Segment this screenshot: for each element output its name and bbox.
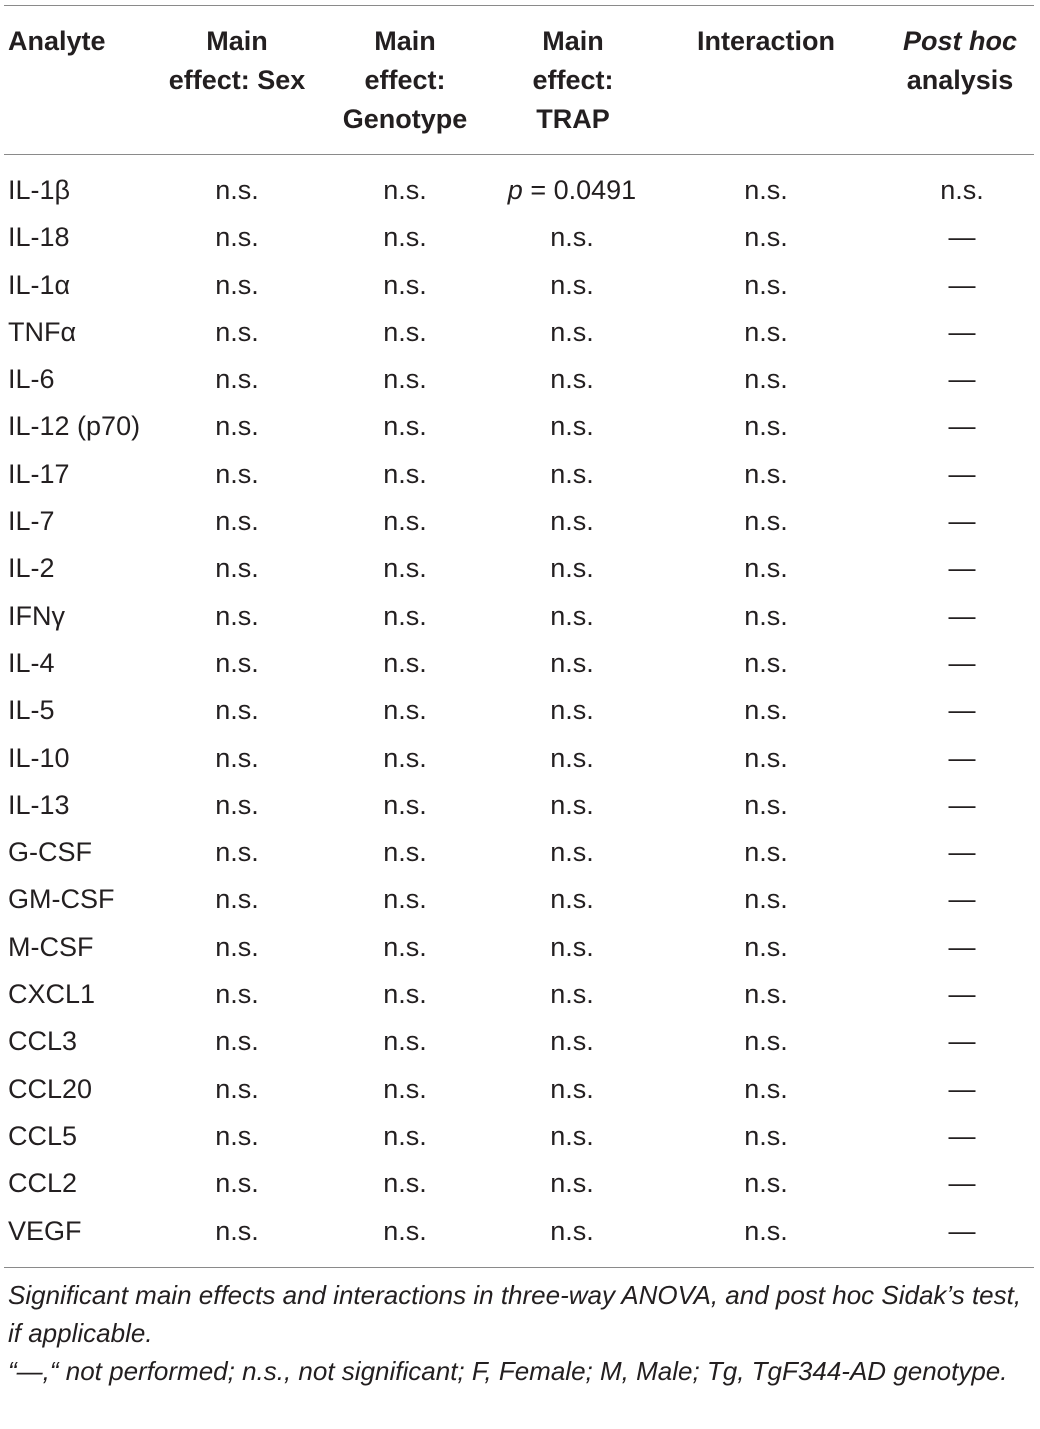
cell-post-hoc: — bbox=[948, 931, 976, 962]
cell-interaction: n.s. bbox=[744, 979, 788, 1010]
cell-analyte: CCL20 bbox=[8, 1073, 93, 1104]
cell-post-hoc: — bbox=[948, 695, 976, 726]
cell-post-hoc: — bbox=[948, 411, 976, 442]
table-row bbox=[0, 687, 1040, 734]
table-row bbox=[0, 829, 1040, 876]
cell-main-effect-trap: n.s. bbox=[550, 837, 594, 868]
cell-analyte: IL-4 bbox=[8, 647, 55, 678]
cell-main-effect-sex: n.s. bbox=[215, 316, 259, 347]
cell-interaction: n.s. bbox=[744, 600, 788, 631]
cell-main-effect-sex: n.s. bbox=[215, 884, 259, 915]
table-row bbox=[0, 593, 1040, 640]
cell-main-effect-trap: n.s. bbox=[550, 458, 594, 489]
cell-main-effect-sex: n.s. bbox=[215, 647, 259, 678]
cell-main-effect-genotype: n.s. bbox=[383, 1215, 427, 1246]
cell-main-effect-trap: n.s. bbox=[550, 316, 594, 347]
cell-interaction: n.s. bbox=[744, 884, 788, 915]
cell-analyte: IL-1β bbox=[8, 175, 71, 205]
table-row bbox=[0, 309, 1040, 356]
cell-post-hoc: — bbox=[948, 269, 976, 300]
cell-post-hoc: — bbox=[948, 789, 976, 820]
cell-main-effect-sex: n.s. bbox=[215, 364, 259, 395]
header-post-hoc-analysis bbox=[903, 22, 1017, 100]
header-line: effect: bbox=[364, 65, 446, 95]
cell-interaction: n.s. bbox=[744, 931, 788, 962]
cell-main-effect-trap: n.s. bbox=[550, 411, 594, 442]
cell-analyte: GM-CSF bbox=[8, 884, 115, 915]
header-line: Interaction bbox=[696, 26, 836, 56]
cell-interaction: n.s. bbox=[744, 789, 788, 820]
cell-post-hoc: — bbox=[948, 316, 976, 347]
cell-post-hoc: — bbox=[948, 1215, 976, 1246]
cell-main-effect-trap: n.s. bbox=[550, 553, 594, 584]
cell-main-effect-sex: n.s. bbox=[215, 1215, 259, 1246]
cell-main-effect-genotype: n.s. bbox=[383, 364, 427, 395]
table-row bbox=[0, 262, 1040, 309]
cell-analyte: CXCL1 bbox=[8, 979, 96, 1010]
cell-main-effect-sex: n.s. bbox=[215, 553, 259, 584]
cell-main-effect-trap: n.s. bbox=[550, 1168, 594, 1199]
header-line: TRAP bbox=[536, 104, 610, 134]
cell-main-effect-trap: n.s. bbox=[550, 1073, 594, 1104]
cell-interaction: n.s. bbox=[744, 458, 788, 489]
cell-main-effect-genotype: n.s. bbox=[383, 695, 427, 726]
table-row bbox=[0, 1018, 1040, 1065]
header-line: Main bbox=[374, 26, 436, 56]
cell-main-effect-genotype: n.s. bbox=[383, 647, 427, 678]
cell-main-effect-sex: n.s. bbox=[215, 1168, 259, 1199]
footnote-significance: Significant main effects and interactions in three-way ANOVA, and post hoc Sidak’s test, if applicable. bbox=[8, 1280, 1022, 1348]
cell-main-effect-trap: n.s. bbox=[550, 506, 594, 537]
cell-main-effect-genotype: n.s. bbox=[383, 884, 427, 915]
cell-main-effect-genotype: n.s. bbox=[383, 222, 427, 253]
cell-post-hoc: — bbox=[948, 979, 976, 1010]
cell-main-effect-trap: n.s. bbox=[550, 979, 594, 1010]
cell-post-hoc: — bbox=[948, 1026, 976, 1057]
cell-main-effect-genotype: n.s. bbox=[383, 175, 427, 205]
cell-interaction: n.s. bbox=[744, 506, 788, 537]
cell-main-effect-genotype: n.s. bbox=[383, 979, 427, 1010]
cell-main-effect-sex: n.s. bbox=[215, 789, 259, 820]
cell-main-effect-sex: n.s. bbox=[215, 979, 259, 1010]
header-line: Main bbox=[542, 26, 604, 56]
cell-post-hoc: — bbox=[948, 553, 976, 584]
cell-analyte: IL-18 bbox=[8, 222, 70, 253]
cell-main-effect-trap: n.s. bbox=[550, 647, 594, 678]
header-main-effect-genotype bbox=[343, 22, 468, 139]
cell-analyte: IFNγ bbox=[8, 600, 65, 631]
cell-main-effect-trap: n.s. bbox=[550, 931, 594, 962]
cell-main-effect-genotype: n.s. bbox=[383, 553, 427, 584]
cell-interaction: n.s. bbox=[744, 1168, 788, 1199]
header-interaction bbox=[697, 22, 835, 61]
cell-analyte: VEGF bbox=[8, 1215, 82, 1246]
cell-main-effect-genotype: n.s. bbox=[383, 458, 427, 489]
cell-post-hoc: — bbox=[948, 742, 976, 773]
cell-main-effect-trap: n.s. bbox=[550, 600, 594, 631]
cell-post-hoc: — bbox=[948, 1073, 976, 1104]
header-line bbox=[903, 22, 1017, 61]
cell-main-effect-sex: n.s. bbox=[215, 742, 259, 773]
cell-interaction: n.s. bbox=[744, 837, 788, 868]
cell-main-effect-sex: n.s. bbox=[215, 411, 259, 442]
cell-analyte: IL-10 bbox=[8, 742, 70, 773]
footnote-abbreviations: “—,“ not performed; n.s., not significant; F, Female; M, Male; Tg, TgF344-AD genotype. bbox=[8, 1356, 1008, 1386]
cell-main-effect-trap: n.s. bbox=[550, 1120, 594, 1151]
cell-interaction: n.s. bbox=[744, 1215, 788, 1246]
header-rule bbox=[4, 154, 1034, 155]
header-line: effect: Sex bbox=[168, 65, 306, 95]
cell-interaction: n.s. bbox=[744, 316, 788, 347]
cell-main-effect-genotype: n.s. bbox=[383, 837, 427, 868]
table-top-rule bbox=[4, 5, 1034, 6]
cell-main-effect-sex: n.s. bbox=[215, 175, 259, 205]
cell-analyte: IL-5 bbox=[8, 695, 55, 726]
cell-analyte: IL-2 bbox=[8, 553, 55, 584]
cell-post-hoc: — bbox=[948, 884, 976, 915]
cell-analyte: IL-17 bbox=[8, 458, 70, 489]
table-body bbox=[0, 167, 1040, 1255]
cell-main-effect-trap: n.s. bbox=[550, 364, 594, 395]
table-row bbox=[0, 214, 1040, 261]
cell-interaction: n.s. bbox=[744, 175, 788, 205]
cell-main-effect-sex: n.s. bbox=[215, 269, 259, 300]
table-row bbox=[0, 545, 1040, 592]
cell-main-effect-sex: n.s. bbox=[215, 222, 259, 253]
header-line: Main bbox=[206, 26, 268, 56]
cell-interaction: n.s. bbox=[744, 647, 788, 678]
cell-analyte: IL-6 bbox=[8, 364, 55, 395]
cell-interaction: n.s. bbox=[744, 695, 788, 726]
header-analyte-text: Analyte bbox=[8, 26, 106, 56]
cell-interaction: n.s. bbox=[744, 269, 788, 300]
header-line: effect: bbox=[532, 65, 614, 95]
cell-main-effect-genotype: n.s. bbox=[383, 269, 427, 300]
header-main-effect-trap bbox=[532, 22, 613, 139]
cell-analyte: TNFα bbox=[8, 316, 77, 347]
header-line: Genotype bbox=[342, 104, 468, 134]
cell-main-effect-sex: n.s. bbox=[215, 1120, 259, 1151]
header-main-effect-sex bbox=[169, 22, 306, 100]
cell-interaction: n.s. bbox=[744, 1026, 788, 1057]
cell-post-hoc: — bbox=[948, 837, 976, 868]
header-line: analysis bbox=[906, 65, 1014, 95]
header-post-hoc-italic: Post hoc bbox=[902, 26, 1018, 56]
cell-main-effect-sex: n.s. bbox=[215, 1073, 259, 1104]
cell-main-effect-genotype: n.s. bbox=[383, 742, 427, 773]
table-row bbox=[0, 167, 1040, 214]
cell-main-effect-trap: p = 0.0491 bbox=[507, 175, 637, 205]
cell-analyte: IL-1α bbox=[8, 269, 71, 300]
cell-main-effect-trap: n.s. bbox=[550, 789, 594, 820]
cell-interaction: n.s. bbox=[744, 742, 788, 773]
table-row bbox=[0, 356, 1040, 403]
cell-main-effect-sex: n.s. bbox=[215, 458, 259, 489]
table-row bbox=[0, 876, 1040, 923]
table-row bbox=[0, 735, 1040, 782]
table-row bbox=[0, 403, 1040, 450]
cell-main-effect-sex: n.s. bbox=[215, 695, 259, 726]
cell-post-hoc: — bbox=[948, 647, 976, 678]
cell-post-hoc: n.s. bbox=[940, 175, 984, 205]
cell-main-effect-genotype: n.s. bbox=[383, 1120, 427, 1151]
cell-analyte: CCL3 bbox=[8, 1026, 78, 1057]
cell-main-effect-sex: n.s. bbox=[215, 837, 259, 868]
cell-main-effect-genotype: n.s. bbox=[383, 506, 427, 537]
cell-main-effect-genotype: n.s. bbox=[383, 1168, 427, 1199]
table-row bbox=[0, 1066, 1040, 1113]
cell-interaction: n.s. bbox=[744, 222, 788, 253]
cell-post-hoc: — bbox=[948, 1120, 976, 1151]
cell-post-hoc: — bbox=[948, 222, 976, 253]
cell-interaction: n.s. bbox=[744, 1120, 788, 1151]
cell-main-effect-trap: n.s. bbox=[550, 695, 594, 726]
cell-main-effect-trap: n.s. bbox=[550, 269, 594, 300]
cell-main-effect-trap: n.s. bbox=[550, 1215, 594, 1246]
cell-main-effect-sex: n.s. bbox=[215, 931, 259, 962]
cell-main-effect-genotype: n.s. bbox=[383, 411, 427, 442]
cell-analyte: CCL2 bbox=[8, 1168, 78, 1199]
cell-post-hoc: — bbox=[948, 364, 976, 395]
cell-main-effect-genotype: n.s. bbox=[383, 1026, 427, 1057]
cell-main-effect-trap: n.s. bbox=[550, 884, 594, 915]
cell-analyte: M-CSF bbox=[8, 931, 94, 962]
cell-main-effect-genotype: n.s. bbox=[383, 931, 427, 962]
table-row bbox=[0, 640, 1040, 687]
cell-main-effect-trap: n.s. bbox=[550, 222, 594, 253]
cell-main-effect-genotype: n.s. bbox=[383, 789, 427, 820]
table-row bbox=[0, 971, 1040, 1018]
cell-post-hoc: — bbox=[948, 1168, 976, 1199]
cell-main-effect-sex: n.s. bbox=[215, 1026, 259, 1057]
cell-post-hoc: — bbox=[948, 600, 976, 631]
cell-post-hoc: — bbox=[948, 458, 976, 489]
cell-main-effect-trap: n.s. bbox=[550, 742, 594, 773]
cell-analyte: CCL5 bbox=[8, 1120, 78, 1151]
table-bottom-rule bbox=[4, 1267, 1034, 1268]
cell-analyte: IL-12 (p70) bbox=[8, 411, 141, 442]
cell-analyte: G-CSF bbox=[8, 837, 92, 868]
cell-main-effect-genotype: n.s. bbox=[383, 316, 427, 347]
cell-analyte: IL-7 bbox=[8, 506, 55, 537]
cell-main-effect-sex: n.s. bbox=[215, 600, 259, 631]
table-row bbox=[0, 1208, 1040, 1255]
cell-interaction: n.s. bbox=[744, 1073, 788, 1104]
table-row bbox=[0, 451, 1040, 498]
cell-main-effect-trap: n.s. bbox=[550, 1026, 594, 1057]
cell-interaction: n.s. bbox=[744, 364, 788, 395]
table-row bbox=[0, 1113, 1040, 1160]
cell-main-effect-genotype: n.s. bbox=[383, 1073, 427, 1104]
cell-main-effect-genotype: n.s. bbox=[383, 600, 427, 631]
table-row bbox=[0, 1160, 1040, 1207]
cell-interaction: n.s. bbox=[744, 553, 788, 584]
cell-post-hoc: — bbox=[948, 506, 976, 537]
header-analyte bbox=[8, 22, 106, 61]
cell-analyte: IL-13 bbox=[8, 789, 70, 820]
cell-interaction: n.s. bbox=[744, 411, 788, 442]
table-row bbox=[0, 782, 1040, 829]
table-row bbox=[0, 498, 1040, 545]
table-row bbox=[0, 924, 1040, 971]
cell-main-effect-sex: n.s. bbox=[215, 506, 259, 537]
